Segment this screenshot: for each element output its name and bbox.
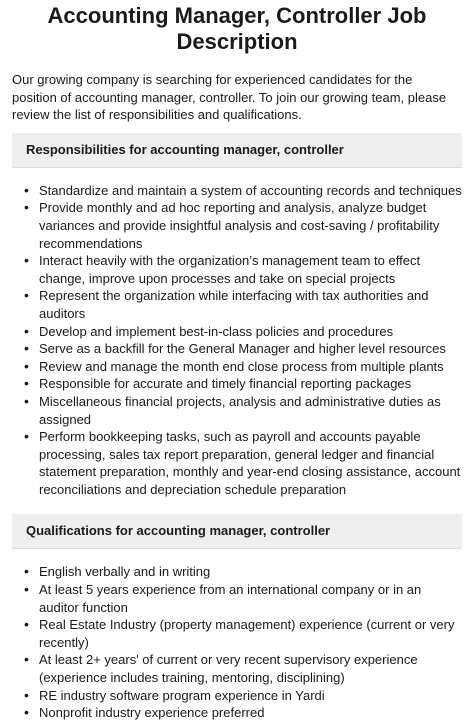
list-item: • RE industry software program experience in Yardi — [39, 687, 462, 705]
responsibilities-heading: Responsibilities for accounting manager, controller — [12, 133, 462, 168]
list-item: • Provide monthly and ad hoc reporting and analysis, analyze budget variances and provide insightful analysis and cost-saving / profitability recommendations — [39, 199, 462, 252]
qualifications-heading: Qualifications for accounting manager, controller — [12, 514, 462, 549]
list-item: • Perform bookkeeping tasks, such as payroll and accounts payable processing, sales tax report preparation, general ledger and financial statement preparation, monthly and year-end closing assistance, account reconciliations and depreciation schedule preparation — [39, 428, 462, 498]
list-item: • Real Estate Industry (property management) experience (current or very recently) — [39, 616, 462, 651]
page-title: Accounting Manager, Controller Job Description — [47, 3, 427, 54]
list-item: • At least 5 years experience from an international company or in an auditor function — [39, 581, 462, 616]
responsibilities-list — [12, 182, 462, 499]
intro-paragraph: Our growing company is searching for experienced candidates for the position of accounting manager, controller. To join our growing team, please review the list of responsibilities and qualifications. — [12, 72, 447, 123]
list-item: • Responsible for accurate and timely financial reporting packages — [39, 375, 462, 393]
list-item: • Standardize and maintain a system of accounting records and techniques — [39, 182, 462, 200]
job-description-page — [0, 3, 474, 722]
list-item: • At least 2+ years' of current or very recent supervisory experience (experience includes training, mentoring, disciplining) — [39, 651, 462, 686]
list-item: • Review and manage the month end close process from multiple plants — [39, 358, 462, 376]
list-item: • Develop and implement best-in-class policies and procedures — [39, 323, 462, 341]
list-item: • Interact heavily with the organization’s management team to effect change, improve upon processes and take on special projects — [39, 252, 462, 287]
list-item: • Miscellaneous financial projects, analysis and administrative duties as assigned — [39, 393, 462, 428]
list-item: • English verbally and in writing — [39, 563, 462, 581]
list-item: • Nonprofit industry experience preferred — [39, 704, 462, 722]
qualifications-list — [12, 563, 462, 721]
list-item: • Serve as a backfill for the General Manager and higher level resources — [39, 340, 462, 358]
list-item: • Represent the organization while interfacing with tax authorities and auditors — [39, 287, 462, 322]
